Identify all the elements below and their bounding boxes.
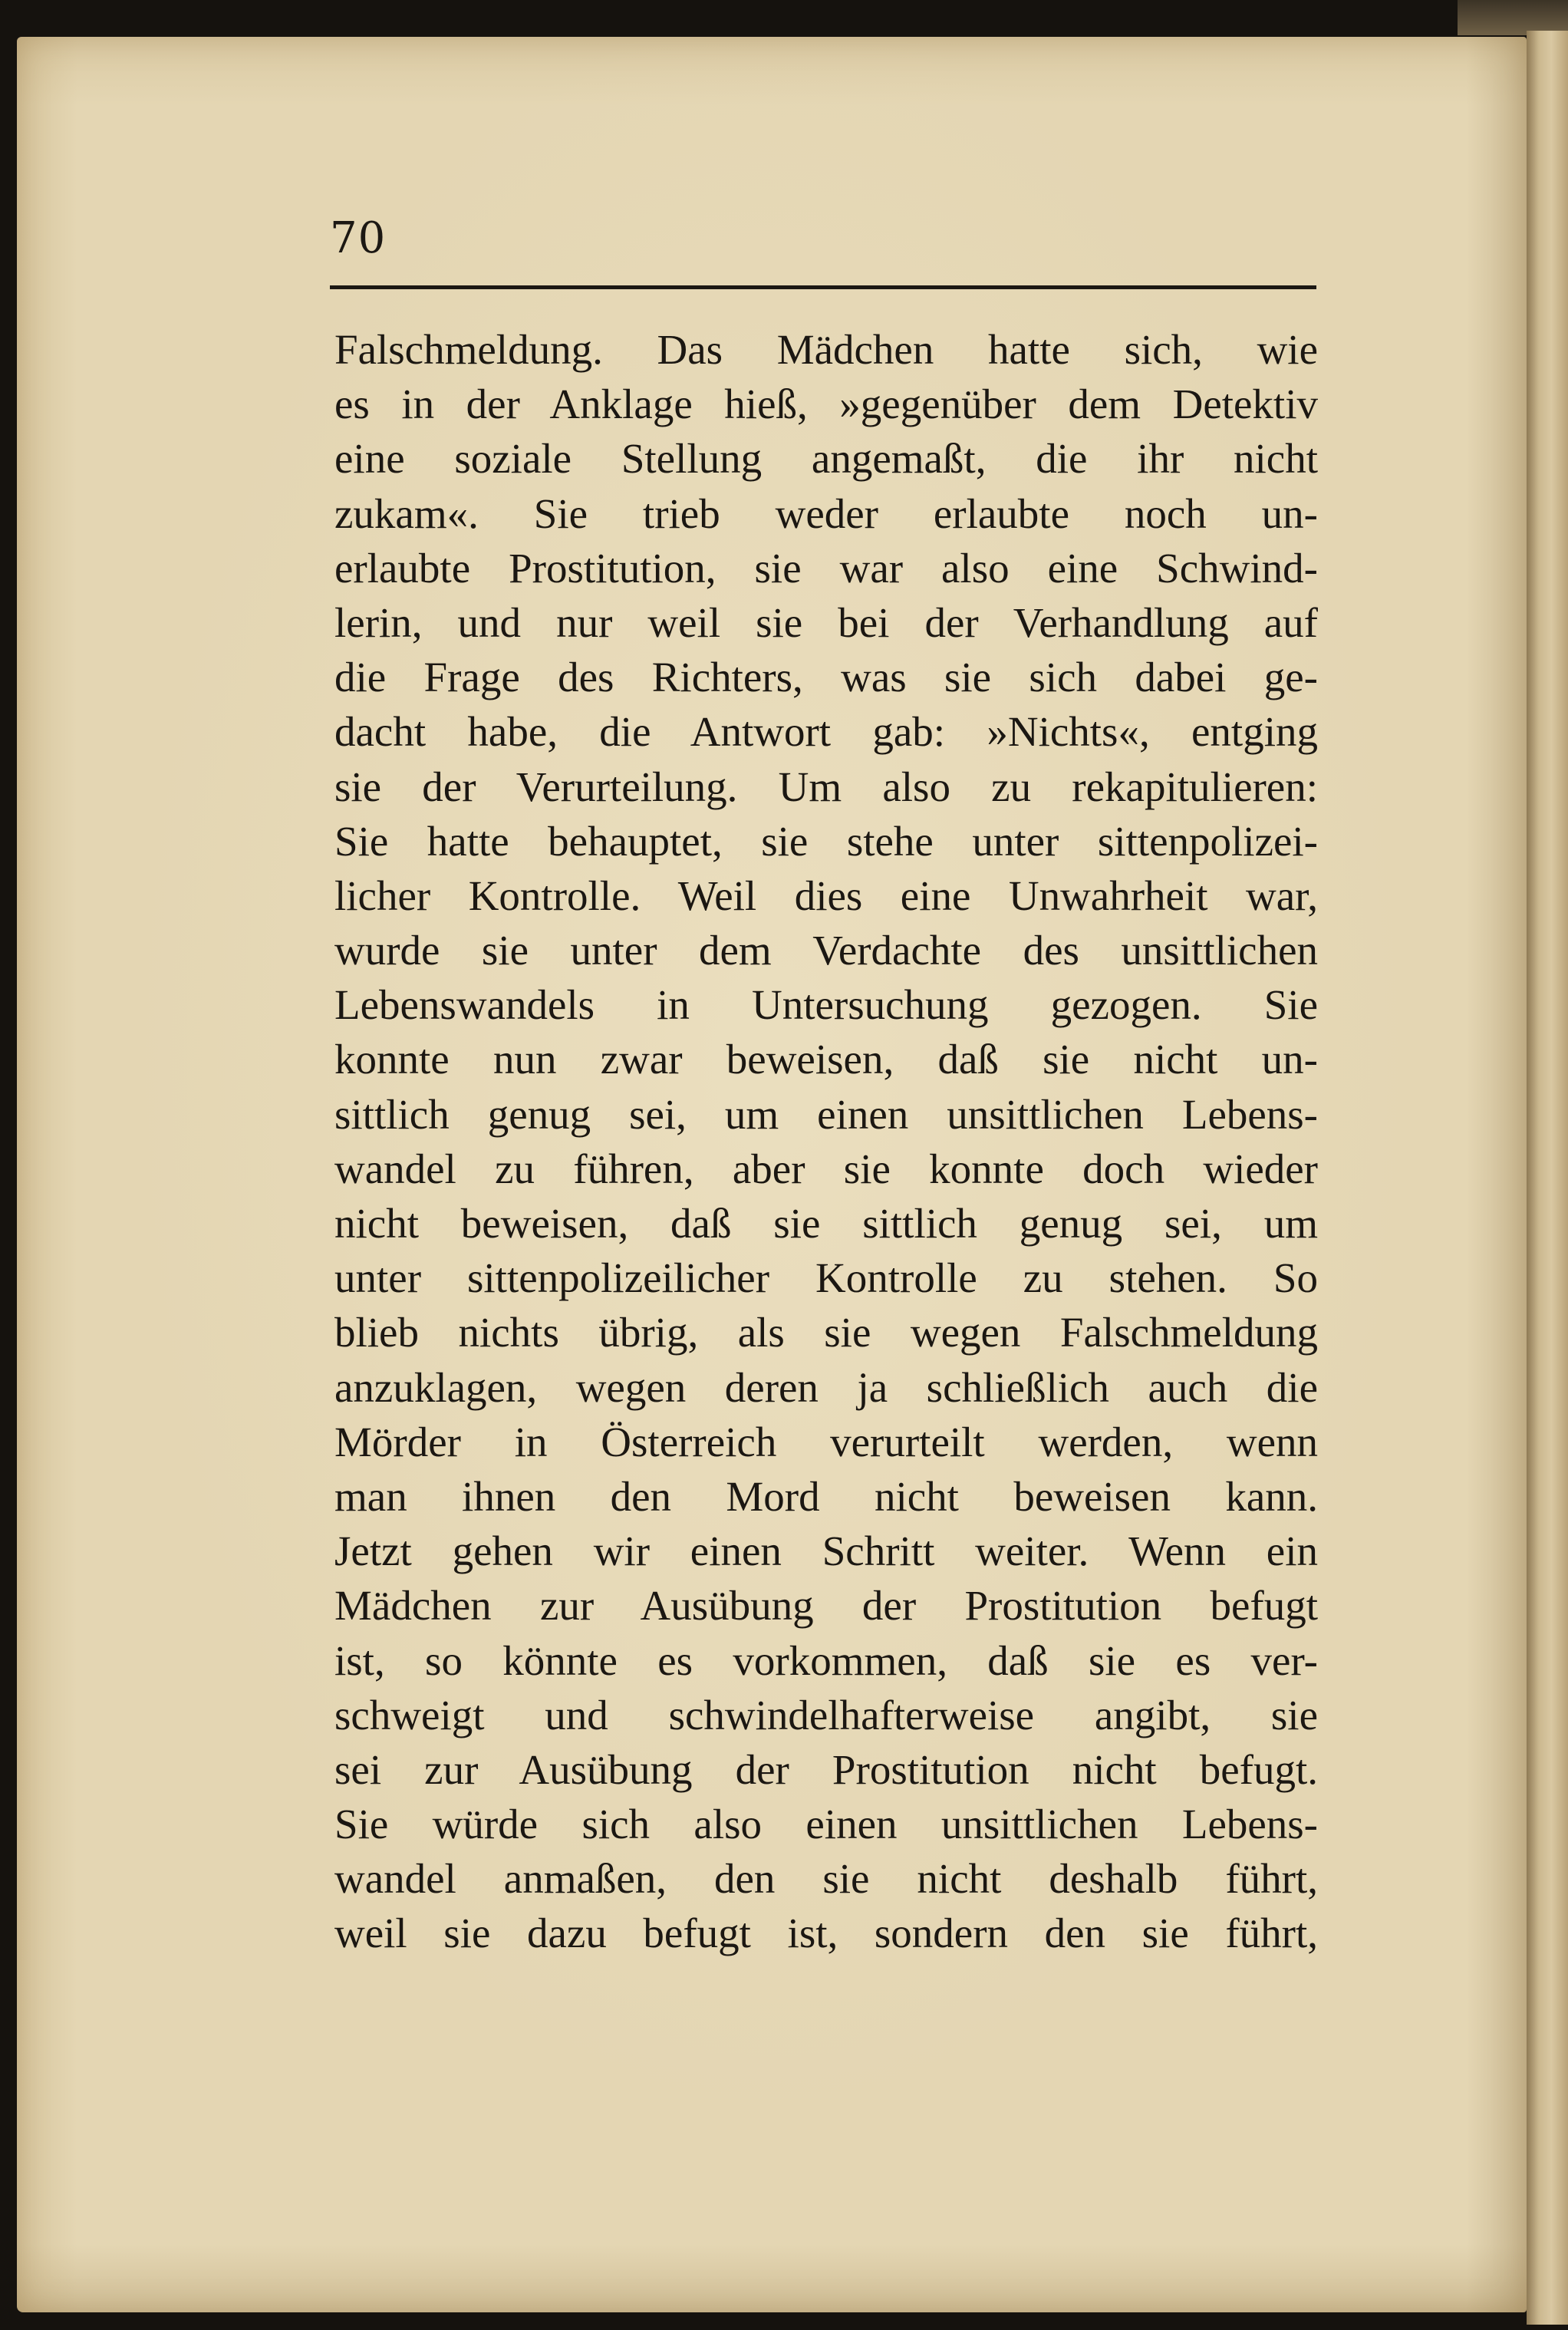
- text-line: ist, so könnte es vorkommen, daß sie es ver-: [334, 1636, 1318, 1684]
- text-line: sie der Verurteilung. Um also zu rekapitulieren:: [334, 763, 1318, 810]
- text-line: konnte nun zwar beweisen, daß sie nicht un-: [334, 1036, 1318, 1083]
- text-line: Jetzt gehen wir einen Schritt weiter. Wenn ein: [334, 1528, 1318, 1575]
- text-line: sittlich genug sei, um einen unsittlichen Lebens-: [334, 1090, 1318, 1138]
- next-page-edge: [1527, 31, 1568, 2325]
- text-line: die Frage des Richters, was sie sich dabei ge-: [334, 654, 1318, 701]
- text-line: Mädchen zur Ausübung der Prostitution befugt: [334, 1582, 1318, 1630]
- text-line: nicht beweisen, daß sie sittlich genug sei, um: [334, 1200, 1318, 1247]
- text-line: erlaubte Prostitution, sie war also eine Schwind-: [334, 544, 1318, 592]
- text-line: dacht habe, die Antwort gab: »Nichts«, entging: [334, 708, 1318, 756]
- text-line: Mörder in Österreich verurteilt werden, wenn: [334, 1418, 1318, 1465]
- text-line: Sie hatte behauptet, sie stehe unter sittenpolizei-: [334, 817, 1318, 865]
- text-line: sei zur Ausübung der Prostitution nicht befugt.: [334, 1745, 1318, 1793]
- text-line: unter sittenpolizeilicher Kontrolle zu stehen. So: [334, 1254, 1318, 1302]
- text-line: es in der Anklage hieß, »gegenüber dem Detektiv: [334, 381, 1318, 428]
- text-line: licher Kontrolle. Weil dies eine Unwahrheit war,: [334, 872, 1318, 919]
- text-line: wandel zu führen, aber sie konnte doch wieder: [334, 1145, 1318, 1192]
- text-line: zukam«. Sie trieb weder erlaubte noch un-: [334, 489, 1318, 537]
- text-line: blieb nichts übrig, als sie wegen Falschmeldung: [334, 1309, 1318, 1356]
- text-line: Sie würde sich also einen unsittlichen Lebens-: [334, 1801, 1318, 1848]
- body-text: [334, 322, 1318, 1961]
- text-line: eine soziale Stellung angemaßt, die ihr nicht: [334, 435, 1318, 483]
- text-line: weil sie dazu befugt ist, sondern den sie führt,: [334, 1910, 1318, 1957]
- text-line: Lebenswandels in Untersuchung gezogen. Sie: [334, 981, 1318, 1029]
- page-number: 70: [330, 213, 387, 263]
- text-line: anzuklagen, wegen deren ja schließlich auch die: [334, 1363, 1318, 1411]
- text-line: Falschmeldung. Das Mädchen hatte sich, wie: [334, 326, 1318, 373]
- text-line: lerin, und nur weil sie bei der Verhandlung auf: [334, 598, 1318, 646]
- text-line: wurde sie unter dem Verdachte des unsittlichen: [334, 927, 1318, 974]
- text-line: schweigt und schwindelhafterweise angibt, sie: [334, 1691, 1318, 1738]
- text-line: wandel anmaßen, den sie nicht deshalb führt,: [334, 1855, 1318, 1903]
- text-line: man ihnen den Mord nicht beweisen kann.: [334, 1472, 1318, 1520]
- header-rule: [330, 285, 1316, 289]
